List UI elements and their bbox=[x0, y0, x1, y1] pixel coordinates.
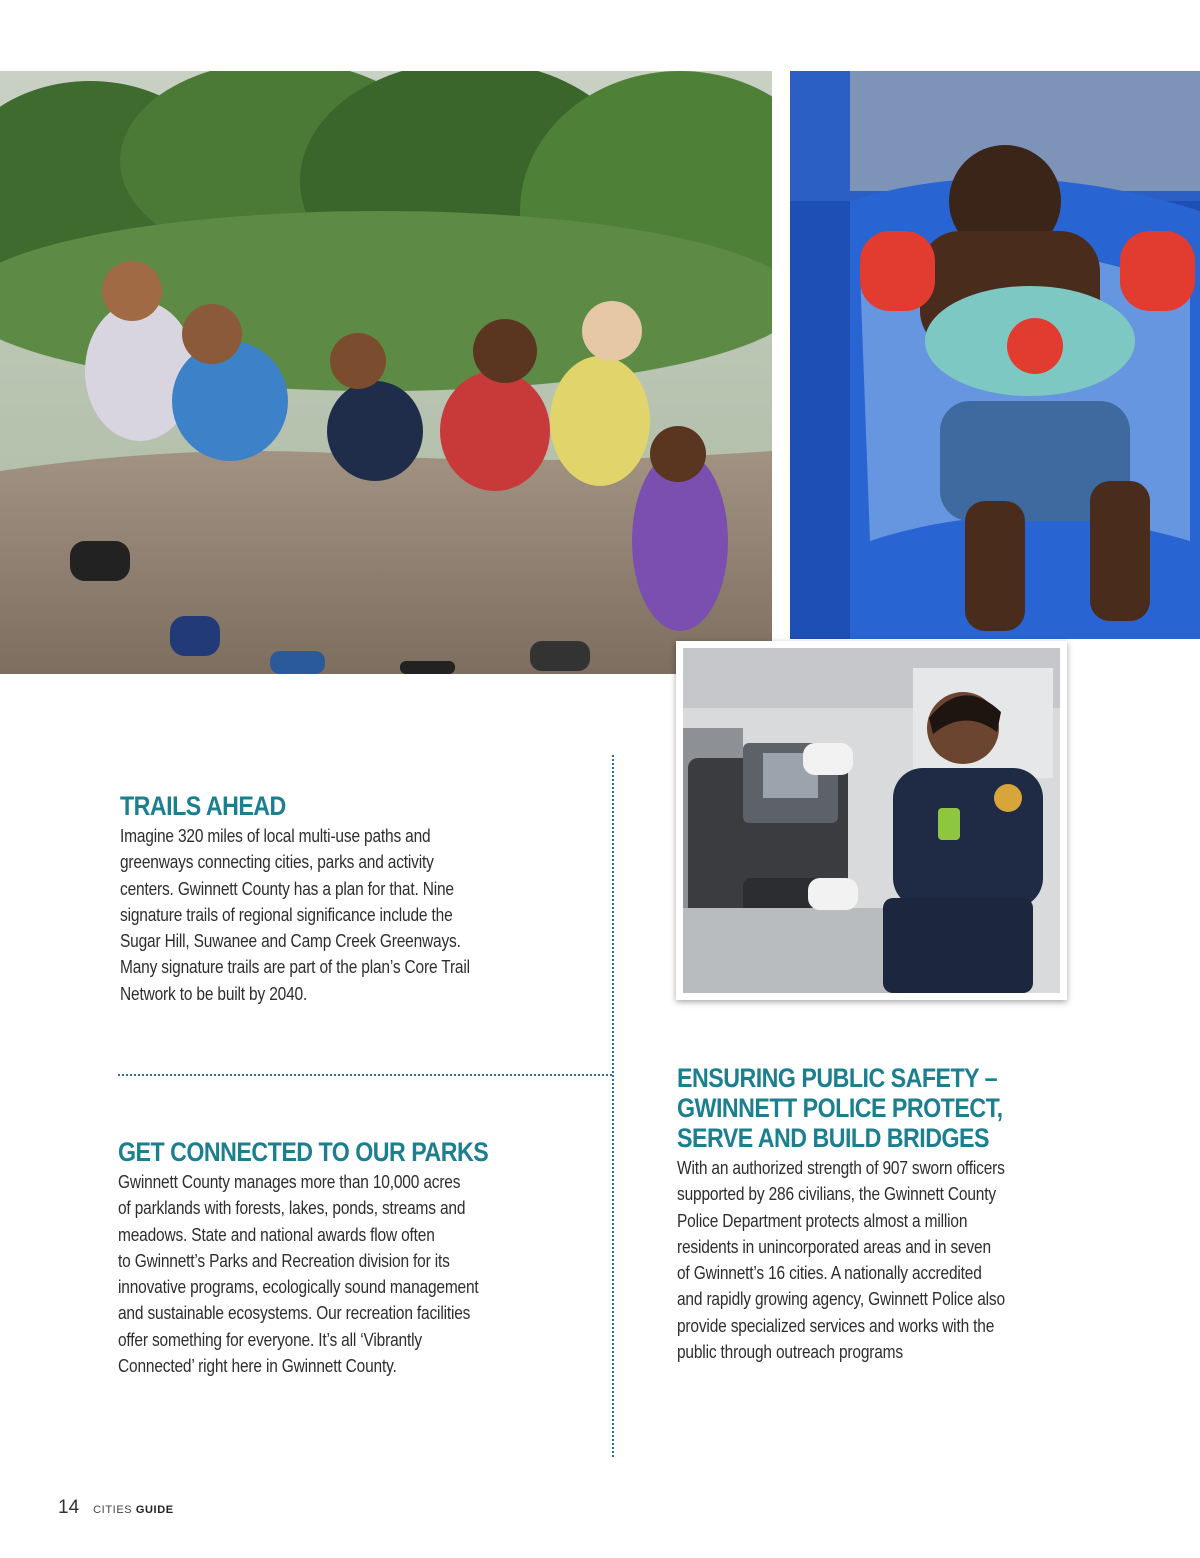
heading-get-connected-parks: GET CONNECTED TO OUR PARKS bbox=[118, 1137, 489, 1167]
heading-public-safety: ENSURING PUBLIC SAFETY – GWINNETT POLICE PROTECT, SERVE AND BUILD BRIDGES bbox=[677, 1063, 1003, 1153]
article-public-safety bbox=[677, 1063, 1137, 1365]
photo-water-slide bbox=[790, 71, 1200, 639]
photo-firefighter bbox=[676, 641, 1067, 1000]
photo-kids-on-wall bbox=[0, 71, 772, 674]
heading-trails-ahead: TRAILS AHEAD bbox=[120, 791, 286, 821]
body-public-safety: With an authorized strength of 907 sworn officers supported by 286 civilians, the Gwinnett County Police Department protects almost a million residents in unincorporated areas and in seven of Gwinnett’s 16 cities. A nationally accredited and rapidly growing agency, Gwinnett Police also provide specialized services and works with the public through outreach programs bbox=[677, 1158, 1005, 1363]
page-footer bbox=[58, 1497, 174, 1519]
publication-name-bold: GUIDE bbox=[135, 1504, 174, 1516]
publication-name-prefix: CITIES bbox=[93, 1504, 136, 1516]
horizontal-divider bbox=[118, 1074, 612, 1076]
article-trails-ahead bbox=[120, 791, 620, 1007]
body-trails-ahead: Imagine 320 miles of local multi-use paths and greenways connecting cities, parks and activity centers. Gwinnett County has a plan for that. Nine signature trails of regional significance include the Sugar Hill, Suwanee and Camp Creek Greenways. Many signature trails are part of the plan’s Core Trail Network to be built by 2040. bbox=[120, 826, 470, 1004]
body-get-connected-parks: Gwinnett County manages more than 10,000 acres of parklands with forests, lakes, ponds, streams and meadows. State and national awards flow often to Gwinnett’s Parks and Recreation division for its innovative programs, ecologically sound management and sustainable ecosystems. Our recreation facilities offer something for everyone. It’s all ‘Vibrantly Connected’ right here in Gwinnett County. bbox=[118, 1172, 479, 1377]
page-number: 14 bbox=[58, 1497, 80, 1518]
publication-name bbox=[93, 1504, 174, 1516]
article-get-connected-parks bbox=[118, 1137, 608, 1379]
